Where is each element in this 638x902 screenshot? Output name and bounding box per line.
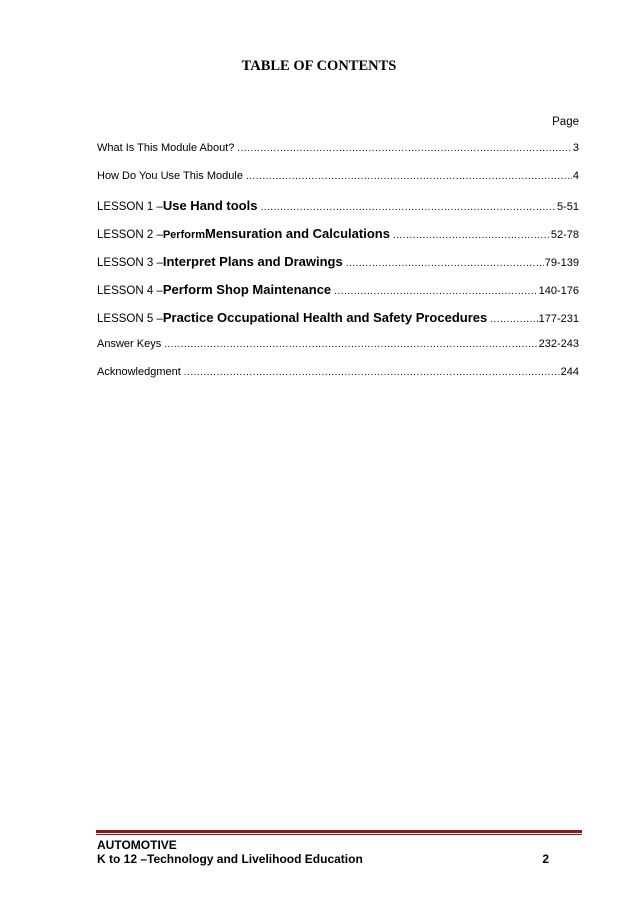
lesson-number: LESSON 5 – xyxy=(97,313,163,325)
toc-entry-lesson-2[interactable] xyxy=(97,226,579,248)
lesson-number: LESSON 2 – xyxy=(97,229,163,241)
lesson-title: Mensuration and Calculations xyxy=(205,226,390,241)
dot-leader xyxy=(184,367,560,378)
toc-entry-pages: 232-243 xyxy=(538,338,579,350)
lesson-title: Practice Occupational Health and Safety Procedures xyxy=(162,310,488,325)
toc-entry-pages: 177-231 xyxy=(538,313,579,325)
toc-entry-answer-keys[interactable] xyxy=(97,338,579,360)
toc-entry-lesson-5[interactable] xyxy=(97,310,579,332)
lesson-number: LESSON 4 – xyxy=(97,285,163,297)
dot-leader xyxy=(164,339,537,350)
dot-leader xyxy=(393,230,550,241)
toc-entry-pages: 3 xyxy=(572,142,579,154)
footer-rule-thick xyxy=(96,830,582,833)
footer-rule-thin xyxy=(96,834,582,835)
footer-subject: AUTOMOTIVE xyxy=(97,838,177,852)
toc-entry-pages: 5-51 xyxy=(556,201,579,213)
toc-entry-pages: 4 xyxy=(572,170,579,182)
toc-entry-lesson-1[interactable] xyxy=(97,198,579,220)
dot-leader xyxy=(490,314,537,325)
dot-leader xyxy=(334,286,537,297)
lesson-number: LESSON 1 – xyxy=(97,201,163,213)
toc-entry-pages: 52-78 xyxy=(550,229,579,241)
lesson-title: Perform Shop Maintenance xyxy=(162,282,332,297)
dot-leader xyxy=(246,171,572,182)
toc-entry-pages: 244 xyxy=(560,366,579,378)
toc-entry-title: What Is This Module About? xyxy=(97,142,235,154)
dot-leader xyxy=(237,143,572,154)
toc-entry-lesson-3[interactable] xyxy=(97,254,579,276)
toc-entry-lesson-4[interactable] xyxy=(97,282,579,304)
toc-entry-pages: 140-176 xyxy=(538,285,579,297)
footer-page-number: 2 xyxy=(542,852,549,866)
toc-entry-title: Answer Keys xyxy=(97,338,162,350)
dot-leader xyxy=(346,258,544,269)
lesson-title: Interpret Plans and Drawings xyxy=(162,254,343,269)
toc-entry-pages: 79-139 xyxy=(544,257,579,269)
toc-entry-module-use[interactable] xyxy=(97,170,579,192)
page-title: TABLE OF CONTENTS xyxy=(241,58,397,74)
toc-entry-title: How Do You Use This Module xyxy=(97,170,243,182)
toc-entry-title: Acknowledgment xyxy=(97,366,181,378)
lesson-title-lead: Perform xyxy=(162,229,206,241)
toc-entry-acknowledgment[interactable] xyxy=(97,366,579,388)
lesson-title: Use Hand tools xyxy=(162,198,258,213)
dot-leader xyxy=(260,202,556,213)
lesson-number: LESSON 3 – xyxy=(97,257,163,269)
footer-course: K to 12 –Technology and Livelihood Education xyxy=(97,852,363,866)
toc-entry-module-about[interactable] xyxy=(97,142,579,164)
page-column-label: Page xyxy=(552,116,579,128)
